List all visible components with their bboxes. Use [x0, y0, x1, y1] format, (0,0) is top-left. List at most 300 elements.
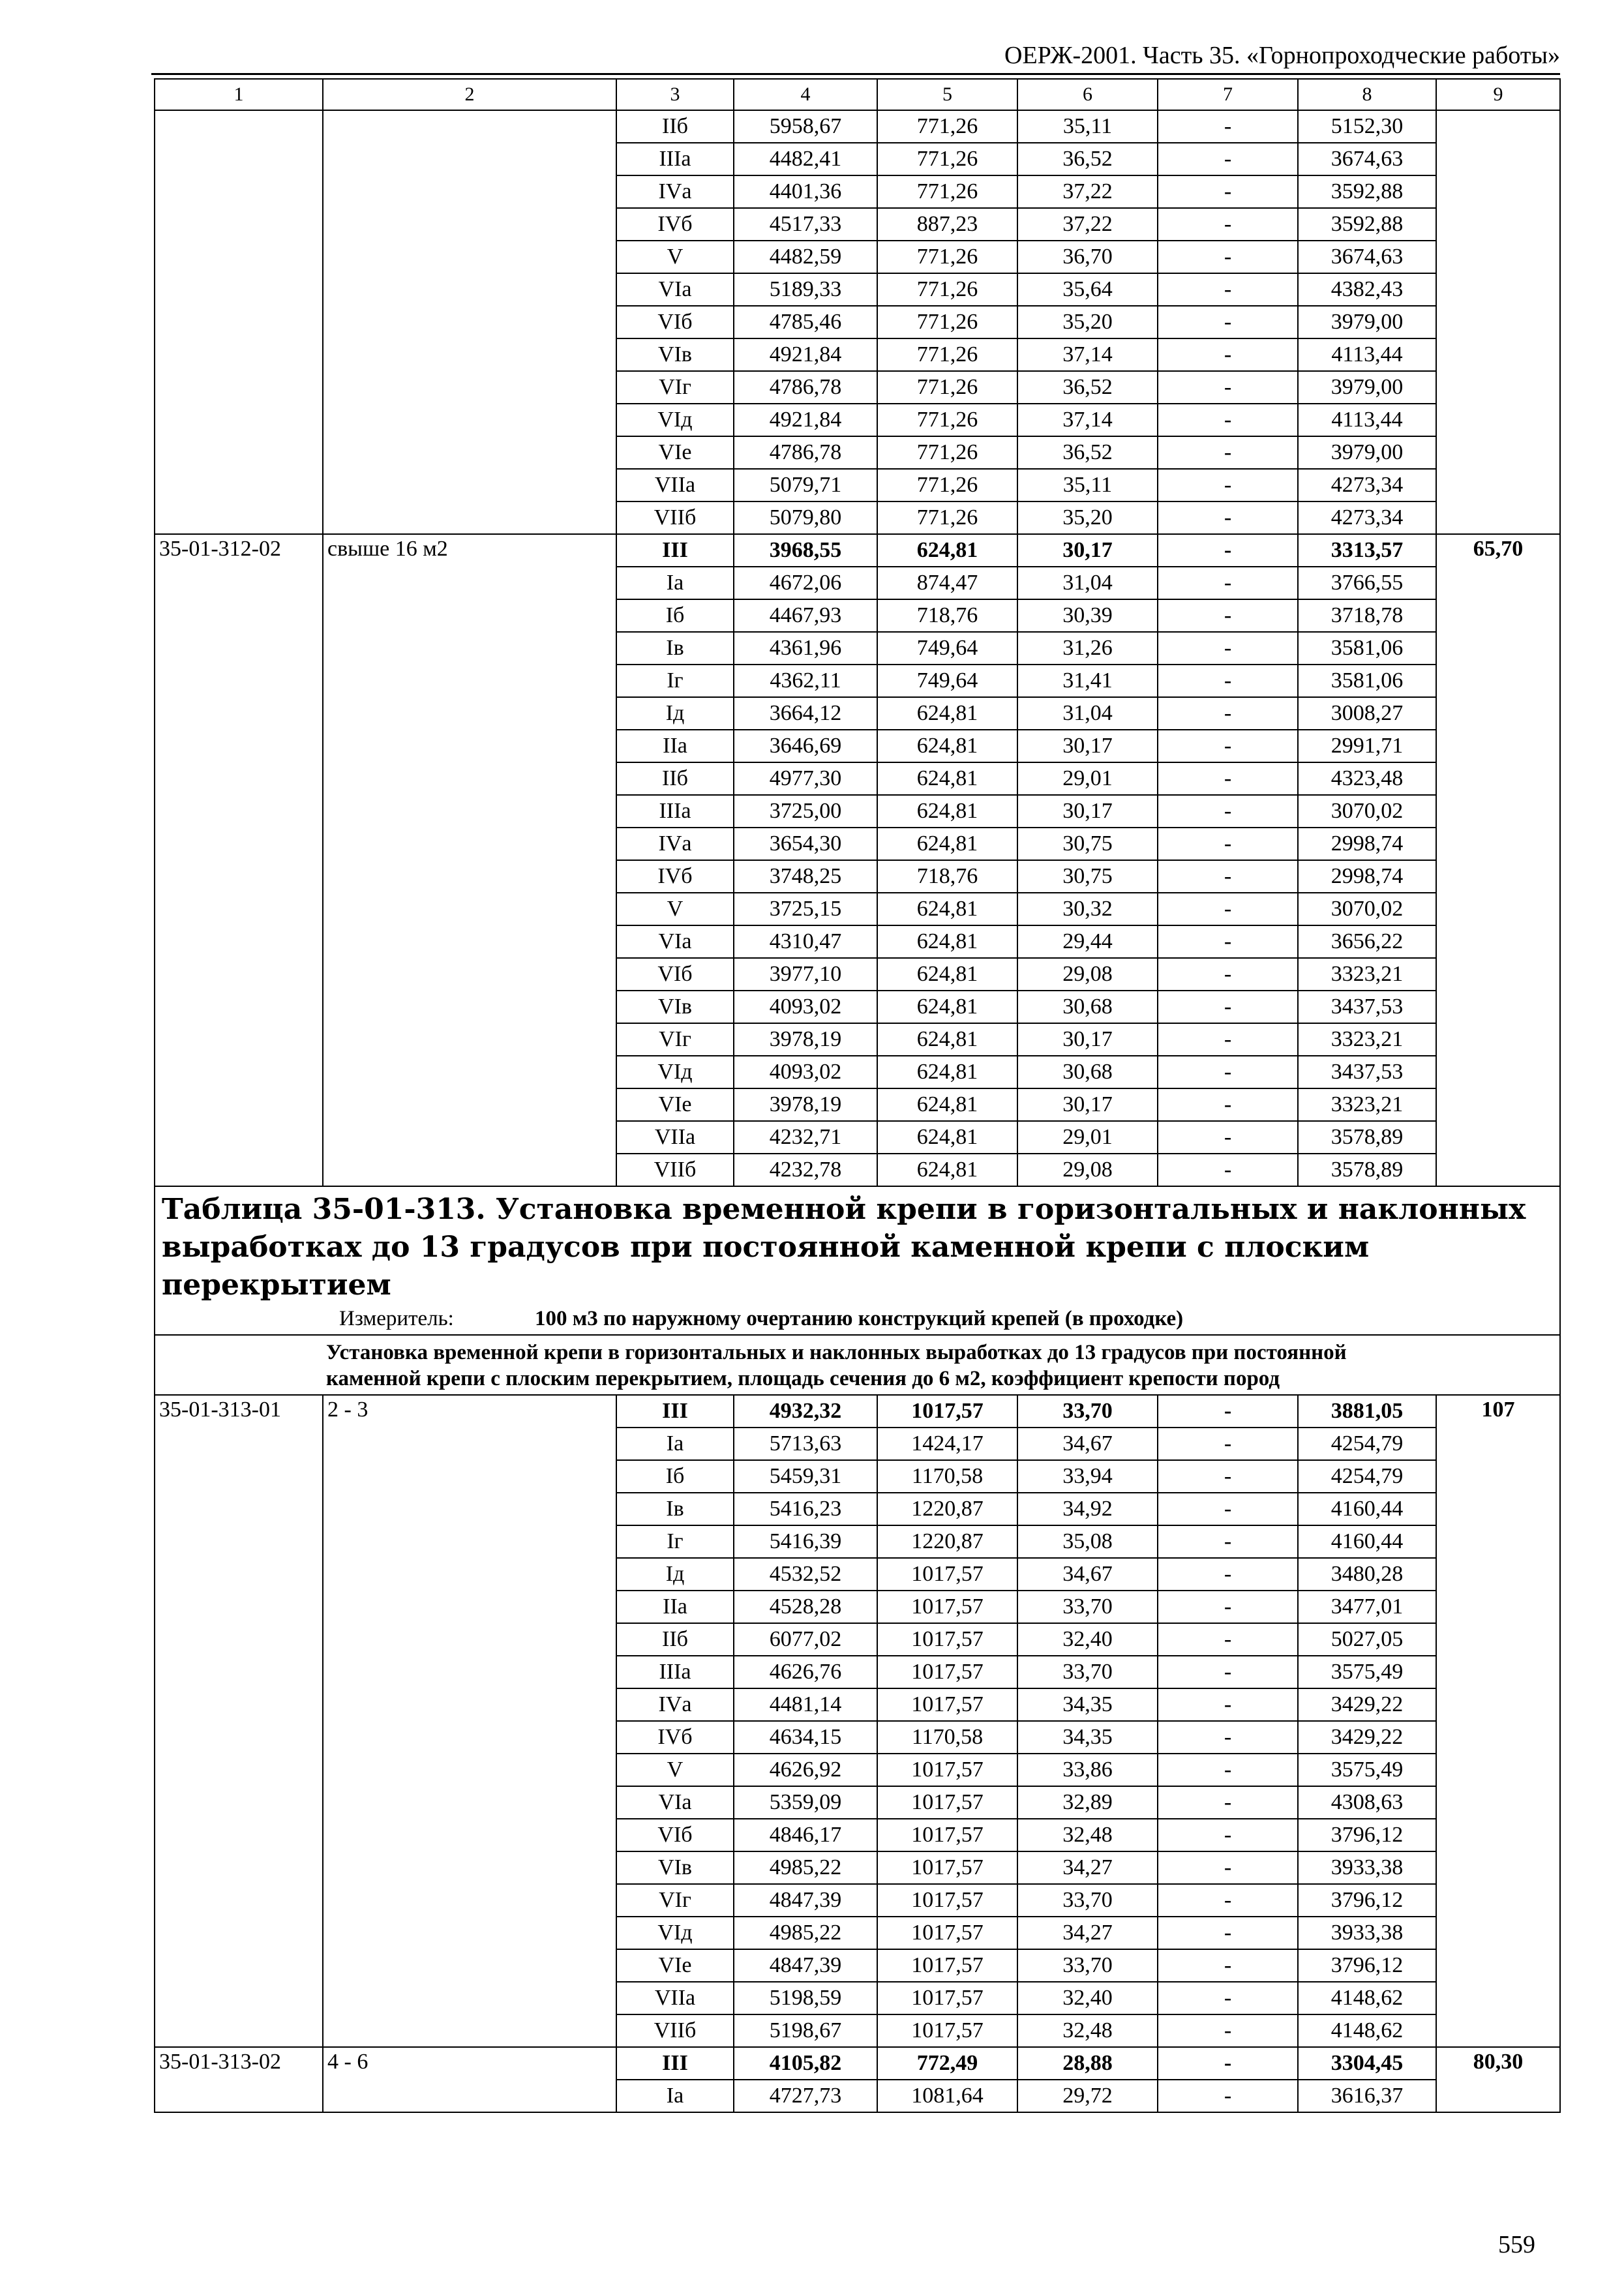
column-number: 9	[1436, 79, 1560, 110]
machine-costs-cell: 29,44	[1017, 925, 1158, 958]
region-cell: VIа	[616, 925, 734, 958]
machine-costs-cell: 31,26	[1017, 632, 1158, 665]
direct-costs-cell: 4093,02	[734, 991, 877, 1023]
operator-wages-cell: -	[1158, 958, 1298, 991]
operator-wages-cell: -	[1158, 893, 1298, 925]
operator-wages-cell: -	[1158, 1428, 1298, 1460]
table-row	[155, 1395, 1560, 1428]
machine-costs-cell: 29,08	[1017, 958, 1158, 991]
operator-wages-cell: -	[1158, 1121, 1298, 1154]
region-cell: VIб	[616, 1819, 734, 1851]
labor-wages-cell: 1017,57	[877, 1786, 1017, 1819]
labor-wages-cell: 624,81	[877, 991, 1017, 1023]
region-cell: IIб	[616, 1623, 734, 1656]
region-cell: V	[616, 893, 734, 925]
region-cell: VIб	[616, 958, 734, 991]
machine-costs-cell: 30,17	[1017, 1088, 1158, 1121]
labor-wages-cell: 624,81	[877, 1121, 1017, 1154]
operator-wages-cell: -	[1158, 338, 1298, 371]
materials-cell: 3480,28	[1298, 1558, 1436, 1591]
materials-cell: 4160,44	[1298, 1493, 1436, 1525]
machine-costs-cell: 30,68	[1017, 1056, 1158, 1088]
direct-costs-cell: 4361,96	[734, 632, 877, 665]
machine-costs-cell: 36,52	[1017, 371, 1158, 404]
machine-costs-cell: 32,89	[1017, 1786, 1158, 1819]
table-title-row	[155, 1186, 1560, 1335]
operator-wages-cell: -	[1158, 828, 1298, 860]
table-row	[155, 2047, 1560, 2080]
materials-cell: 3304,45	[1298, 2047, 1436, 2080]
rate-code-cell	[155, 110, 323, 534]
region-cell: III	[616, 534, 734, 567]
region-cell: IIIа	[616, 1656, 734, 1688]
labor-wages-cell: 624,81	[877, 925, 1017, 958]
materials-cell: 3008,27	[1298, 697, 1436, 730]
region-cell: VIа	[616, 1786, 734, 1819]
materials-cell: 3575,49	[1298, 1754, 1436, 1786]
labor-wages-cell: 771,26	[877, 404, 1017, 436]
labor-wages-cell: 1017,57	[877, 1819, 1017, 1851]
direct-costs-cell: 3725,00	[734, 795, 877, 828]
labor-wages-cell: 624,81	[877, 534, 1017, 567]
materials-cell: 4113,44	[1298, 404, 1436, 436]
region-cell: Iг	[616, 1525, 734, 1558]
measure-line	[162, 1304, 1553, 1334]
labor-wages-cell: 624,81	[877, 795, 1017, 828]
machine-costs-cell: 36,52	[1017, 143, 1158, 175]
direct-costs-cell: 5189,33	[734, 273, 877, 306]
materials-cell: 3881,05	[1298, 1395, 1436, 1428]
labor-wages-cell: 771,26	[877, 469, 1017, 501]
column-number: 5	[877, 79, 1017, 110]
machine-costs-cell: 35,08	[1017, 1525, 1158, 1558]
region-cell: IIб	[616, 762, 734, 795]
materials-cell: 3429,22	[1298, 1721, 1436, 1754]
region-cell: Iа	[616, 567, 734, 599]
direct-costs-cell: 4532,52	[734, 1558, 877, 1591]
region-cell: VIе	[616, 1949, 734, 1982]
operator-wages-cell: -	[1158, 991, 1298, 1023]
materials-cell: 4323,48	[1298, 762, 1436, 795]
region-cell: IVб	[616, 208, 734, 241]
table-row	[155, 534, 1560, 567]
direct-costs-cell: 3978,19	[734, 1023, 877, 1056]
labor-wages-cell: 624,81	[877, 1056, 1017, 1088]
operator-wages-cell: -	[1158, 1558, 1298, 1591]
header-rule	[151, 73, 1560, 75]
operator-wages-cell: -	[1158, 110, 1298, 143]
materials-cell: 3796,12	[1298, 1884, 1436, 1917]
column-number: 4	[734, 79, 877, 110]
labor-wages-cell: 1017,57	[877, 1395, 1017, 1428]
region-cell: VIд	[616, 404, 734, 436]
region-cell: Iб	[616, 599, 734, 632]
region-cell: VIг	[616, 1023, 734, 1056]
page-number: 559	[1498, 2231, 1535, 2258]
region-cell: Iв	[616, 632, 734, 665]
machine-costs-cell: 35,20	[1017, 306, 1158, 338]
direct-costs-cell: 4517,33	[734, 208, 877, 241]
operator-wages-cell: -	[1158, 1982, 1298, 2014]
operator-wages-cell: -	[1158, 730, 1298, 762]
machine-costs-cell: 32,40	[1017, 1982, 1158, 2014]
labor-wages-cell: 624,81	[877, 1088, 1017, 1121]
operator-wages-cell: -	[1158, 1688, 1298, 1721]
region-cell: Iб	[616, 1460, 734, 1493]
machine-costs-cell: 29,72	[1017, 2080, 1158, 2112]
labor-wages-cell: 624,81	[877, 1023, 1017, 1056]
machine-costs-cell: 30,32	[1017, 893, 1158, 925]
labor-wages-cell: 624,81	[877, 762, 1017, 795]
materials-cell: 3437,53	[1298, 991, 1436, 1023]
direct-costs-cell: 4977,30	[734, 762, 877, 795]
direct-costs-cell: 4467,93	[734, 599, 877, 632]
labor-wages-cell: 624,81	[877, 958, 1017, 991]
operator-wages-cell: -	[1158, 143, 1298, 175]
machine-costs-cell: 34,27	[1017, 1917, 1158, 1949]
materials-cell: 3323,21	[1298, 958, 1436, 991]
direct-costs-cell: 4932,32	[734, 1395, 877, 1428]
work-description-cell: 2 - 3	[323, 1395, 616, 2047]
direct-costs-cell: 4727,73	[734, 2080, 877, 2112]
column-number-row	[155, 79, 1560, 110]
machine-costs-cell: 35,11	[1017, 110, 1158, 143]
operator-wages-cell: -	[1158, 632, 1298, 665]
region-cell: VIIб	[616, 501, 734, 534]
direct-costs-cell: 4482,41	[734, 143, 877, 175]
materials-cell: 2991,71	[1298, 730, 1436, 762]
labor-norm-cell: 107	[1436, 1395, 1560, 2047]
materials-cell: 3323,21	[1298, 1088, 1436, 1121]
direct-costs-cell: 4528,28	[734, 1591, 877, 1623]
operator-wages-cell: -	[1158, 175, 1298, 208]
region-cell: IVа	[616, 175, 734, 208]
labor-wages-cell: 874,47	[877, 567, 1017, 599]
region-cell: Iв	[616, 1493, 734, 1525]
labor-wages-cell: 771,26	[877, 306, 1017, 338]
region-cell: VIг	[616, 1884, 734, 1917]
materials-cell: 3979,00	[1298, 371, 1436, 404]
operator-wages-cell: -	[1158, 1656, 1298, 1688]
region-cell: VIIб	[616, 1154, 734, 1186]
machine-costs-cell: 34,67	[1017, 1558, 1158, 1591]
table-row	[155, 110, 1560, 143]
measure-value: 100 м3 по наружному очертанию конструкций крепей (в проходке)	[535, 1307, 1184, 1330]
direct-costs-cell: 4310,47	[734, 925, 877, 958]
column-number: 2	[323, 79, 616, 110]
labor-wages-cell: 1017,57	[877, 1917, 1017, 1949]
direct-costs-cell: 4921,84	[734, 404, 877, 436]
region-cell: III	[616, 2047, 734, 2080]
materials-cell: 2998,74	[1298, 828, 1436, 860]
machine-costs-cell: 28,88	[1017, 2047, 1158, 2080]
direct-costs-cell: 4401,36	[734, 175, 877, 208]
labor-wages-cell: 771,26	[877, 110, 1017, 143]
machine-costs-cell: 30,17	[1017, 1023, 1158, 1056]
materials-cell: 3592,88	[1298, 175, 1436, 208]
machine-costs-cell: 30,39	[1017, 599, 1158, 632]
materials-cell: 3933,38	[1298, 1851, 1436, 1884]
operator-wages-cell: -	[1158, 1754, 1298, 1786]
direct-costs-cell: 4482,59	[734, 241, 877, 273]
direct-costs-cell: 4921,84	[734, 338, 877, 371]
labor-wages-cell: 1170,58	[877, 1721, 1017, 1754]
labor-wages-cell: 718,76	[877, 860, 1017, 893]
region-cell: Iа	[616, 1428, 734, 1460]
direct-costs-cell: 5713,63	[734, 1428, 877, 1460]
materials-cell: 4273,34	[1298, 469, 1436, 501]
operator-wages-cell: -	[1158, 404, 1298, 436]
rate-code-cell: 35-01-312-02	[155, 534, 323, 1186]
labor-wages-cell: 624,81	[877, 697, 1017, 730]
labor-wages-cell: 1220,87	[877, 1525, 1017, 1558]
operator-wages-cell: -	[1158, 1460, 1298, 1493]
materials-cell: 3979,00	[1298, 436, 1436, 469]
operator-wages-cell: -	[1158, 1721, 1298, 1754]
machine-costs-cell: 35,20	[1017, 501, 1158, 534]
direct-costs-cell: 5958,67	[734, 110, 877, 143]
work-description-cell: свыше 16 м2	[323, 534, 616, 1186]
direct-costs-cell: 5359,09	[734, 1786, 877, 1819]
operator-wages-cell: -	[1158, 1056, 1298, 1088]
materials-cell: 3070,02	[1298, 893, 1436, 925]
direct-costs-cell: 3968,55	[734, 534, 877, 567]
direct-costs-cell: 5079,71	[734, 469, 877, 501]
region-cell: Iа	[616, 2080, 734, 2112]
direct-costs-cell: 4847,39	[734, 1949, 877, 1982]
machine-costs-cell: 34,27	[1017, 1851, 1158, 1884]
table-subtitle-line: Установка временной крепи в горизонтальных и наклонных выработках до 13 градусов при постоянной	[326, 1341, 1347, 1364]
machine-costs-cell: 35,11	[1017, 469, 1158, 501]
direct-costs-cell: 5198,59	[734, 1982, 877, 2014]
machine-costs-cell: 29,08	[1017, 1154, 1158, 1186]
operator-wages-cell: -	[1158, 665, 1298, 697]
operator-wages-cell: -	[1158, 1949, 1298, 1982]
rate-code-cell: 35-01-313-01	[155, 1395, 323, 2047]
operator-wages-cell: -	[1158, 795, 1298, 828]
direct-costs-cell: 4105,82	[734, 2047, 877, 2080]
labor-wages-cell: 1081,64	[877, 2080, 1017, 2112]
page-header: ОЕРЖ-2001. Часть 35. «Горнопроходческие работы»	[1004, 42, 1560, 69]
materials-cell: 3674,63	[1298, 143, 1436, 175]
materials-cell: 4382,43	[1298, 273, 1436, 306]
operator-wages-cell: -	[1158, 469, 1298, 501]
operator-wages-cell: -	[1158, 208, 1298, 241]
region-cell: IIб	[616, 110, 734, 143]
labor-wages-cell: 718,76	[877, 599, 1017, 632]
operator-wages-cell: -	[1158, 1851, 1298, 1884]
materials-cell: 3070,02	[1298, 795, 1436, 828]
labor-wages-cell: 771,26	[877, 143, 1017, 175]
machine-costs-cell: 37,14	[1017, 338, 1158, 371]
direct-costs-cell: 4785,46	[734, 306, 877, 338]
region-cell: VIб	[616, 306, 734, 338]
region-cell: IVб	[616, 860, 734, 893]
direct-costs-cell: 5459,31	[734, 1460, 877, 1493]
machine-costs-cell: 34,92	[1017, 1493, 1158, 1525]
labor-norm-cell: 65,70	[1436, 534, 1560, 1186]
machine-costs-cell: 33,70	[1017, 1949, 1158, 1982]
materials-cell: 3578,89	[1298, 1121, 1436, 1154]
direct-costs-cell: 4626,76	[734, 1656, 877, 1688]
direct-costs-cell: 3748,25	[734, 860, 877, 893]
region-cell: VIа	[616, 273, 734, 306]
machine-costs-cell: 32,48	[1017, 1819, 1158, 1851]
operator-wages-cell: -	[1158, 1088, 1298, 1121]
labor-wages-cell: 1017,57	[877, 2014, 1017, 2047]
machine-costs-cell: 30,17	[1017, 795, 1158, 828]
direct-costs-cell: 5198,67	[734, 2014, 877, 2047]
column-number: 8	[1298, 79, 1436, 110]
machine-costs-cell: 37,14	[1017, 404, 1158, 436]
materials-cell: 3766,55	[1298, 567, 1436, 599]
table-title-cell	[155, 1186, 1560, 1335]
operator-wages-cell: -	[1158, 1154, 1298, 1186]
operator-wages-cell: -	[1158, 1525, 1298, 1558]
direct-costs-cell: 4985,22	[734, 1851, 877, 1884]
direct-costs-cell: 4846,17	[734, 1819, 877, 1851]
column-number: 7	[1158, 79, 1298, 110]
direct-costs-cell: 4232,78	[734, 1154, 877, 1186]
operator-wages-cell: -	[1158, 1493, 1298, 1525]
operator-wages-cell: -	[1158, 2014, 1298, 2047]
operator-wages-cell: -	[1158, 2080, 1298, 2112]
operator-wages-cell: -	[1158, 1884, 1298, 1917]
machine-costs-cell: 34,35	[1017, 1721, 1158, 1754]
machine-costs-cell: 33,70	[1017, 1884, 1158, 1917]
materials-cell: 3592,88	[1298, 208, 1436, 241]
region-cell: IIIа	[616, 143, 734, 175]
operator-wages-cell: -	[1158, 1591, 1298, 1623]
region-cell: IIа	[616, 1591, 734, 1623]
operator-wages-cell: -	[1158, 1917, 1298, 1949]
direct-costs-cell: 4232,71	[734, 1121, 877, 1154]
operator-wages-cell: -	[1158, 1786, 1298, 1819]
operator-wages-cell: -	[1158, 697, 1298, 730]
direct-costs-cell: 3654,30	[734, 828, 877, 860]
machine-costs-cell: 31,04	[1017, 567, 1158, 599]
operator-wages-cell: -	[1158, 925, 1298, 958]
direct-costs-cell: 4626,92	[734, 1754, 877, 1786]
region-cell: Iг	[616, 665, 734, 697]
machine-costs-cell: 33,70	[1017, 1656, 1158, 1688]
materials-cell: 3437,53	[1298, 1056, 1436, 1088]
labor-wages-cell: 1017,57	[877, 1949, 1017, 1982]
operator-wages-cell: -	[1158, 273, 1298, 306]
machine-costs-cell: 30,68	[1017, 991, 1158, 1023]
materials-cell: 5027,05	[1298, 1623, 1436, 1656]
region-cell: VIе	[616, 1088, 734, 1121]
machine-costs-cell: 36,70	[1017, 241, 1158, 273]
direct-costs-cell: 4362,11	[734, 665, 877, 697]
region-cell: III	[616, 1395, 734, 1428]
region-cell: VIд	[616, 1917, 734, 1949]
materials-cell: 3796,12	[1298, 1819, 1436, 1851]
labor-wages-cell: 1017,57	[877, 1884, 1017, 1917]
region-cell: Iд	[616, 697, 734, 730]
operator-wages-cell: -	[1158, 534, 1298, 567]
materials-cell: 3429,22	[1298, 1688, 1436, 1721]
labor-wages-cell: 1220,87	[877, 1493, 1017, 1525]
region-cell: VIе	[616, 436, 734, 469]
materials-cell: 4273,34	[1298, 501, 1436, 534]
operator-wages-cell: -	[1158, 306, 1298, 338]
materials-cell: 4148,62	[1298, 2014, 1436, 2047]
materials-cell: 3656,22	[1298, 925, 1436, 958]
region-cell: IVа	[616, 1688, 734, 1721]
machine-costs-cell: 33,70	[1017, 1395, 1158, 1428]
region-cell: IVб	[616, 1721, 734, 1754]
materials-cell: 3578,89	[1298, 1154, 1436, 1186]
direct-costs-cell: 3646,69	[734, 730, 877, 762]
machine-costs-cell: 32,40	[1017, 1623, 1158, 1656]
region-cell: VIд	[616, 1056, 734, 1088]
materials-cell: 3323,21	[1298, 1023, 1436, 1056]
materials-cell: 5152,30	[1298, 110, 1436, 143]
machine-costs-cell: 33,94	[1017, 1460, 1158, 1493]
labor-wages-cell: 1017,57	[877, 1688, 1017, 1721]
direct-costs-cell: 3977,10	[734, 958, 877, 991]
labor-wages-cell: 1017,57	[877, 1851, 1017, 1884]
labor-wages-cell: 749,64	[877, 632, 1017, 665]
labor-wages-cell: 771,26	[877, 241, 1017, 273]
materials-cell: 3313,57	[1298, 534, 1436, 567]
operator-wages-cell: -	[1158, 1023, 1298, 1056]
direct-costs-cell: 4847,39	[734, 1884, 877, 1917]
work-description-cell	[323, 110, 616, 534]
region-cell: VIIа	[616, 1121, 734, 1154]
labor-wages-cell: 771,26	[877, 175, 1017, 208]
rates-table	[154, 78, 1561, 2113]
machine-costs-cell: 33,86	[1017, 1754, 1158, 1786]
operator-wages-cell: -	[1158, 762, 1298, 795]
direct-costs-cell: 4786,78	[734, 436, 877, 469]
labor-wages-cell: 1424,17	[877, 1428, 1017, 1460]
machine-costs-cell: 31,41	[1017, 665, 1158, 697]
operator-wages-cell: -	[1158, 860, 1298, 893]
region-cell: IVа	[616, 828, 734, 860]
materials-cell: 2998,74	[1298, 860, 1436, 893]
table-subtitle-cell	[155, 1335, 1560, 1395]
region-cell: VIIа	[616, 469, 734, 501]
machine-costs-cell: 30,17	[1017, 534, 1158, 567]
direct-costs-cell: 3978,19	[734, 1088, 877, 1121]
operator-wages-cell: -	[1158, 1819, 1298, 1851]
direct-costs-cell: 4634,15	[734, 1721, 877, 1754]
labor-wages-cell: 1017,57	[877, 1558, 1017, 1591]
machine-costs-cell: 29,01	[1017, 1121, 1158, 1154]
machine-costs-cell: 36,52	[1017, 436, 1158, 469]
labor-wages-cell: 771,26	[877, 436, 1017, 469]
materials-cell: 3581,06	[1298, 665, 1436, 697]
materials-cell: 3979,00	[1298, 306, 1436, 338]
machine-costs-cell: 37,22	[1017, 175, 1158, 208]
materials-cell: 4113,44	[1298, 338, 1436, 371]
labor-wages-cell: 1017,57	[877, 1754, 1017, 1786]
direct-costs-cell: 4985,22	[734, 1917, 877, 1949]
column-number: 6	[1017, 79, 1158, 110]
operator-wages-cell: -	[1158, 2047, 1298, 2080]
materials-cell: 3933,38	[1298, 1917, 1436, 1949]
direct-costs-cell: 5416,23	[734, 1493, 877, 1525]
direct-costs-cell: 4481,14	[734, 1688, 877, 1721]
labor-wages-cell: 1017,57	[877, 1623, 1017, 1656]
region-cell: VIв	[616, 338, 734, 371]
region-cell: IIIа	[616, 795, 734, 828]
region-cell: V	[616, 1754, 734, 1786]
machine-costs-cell: 33,70	[1017, 1591, 1158, 1623]
direct-costs-cell: 4786,78	[734, 371, 877, 404]
